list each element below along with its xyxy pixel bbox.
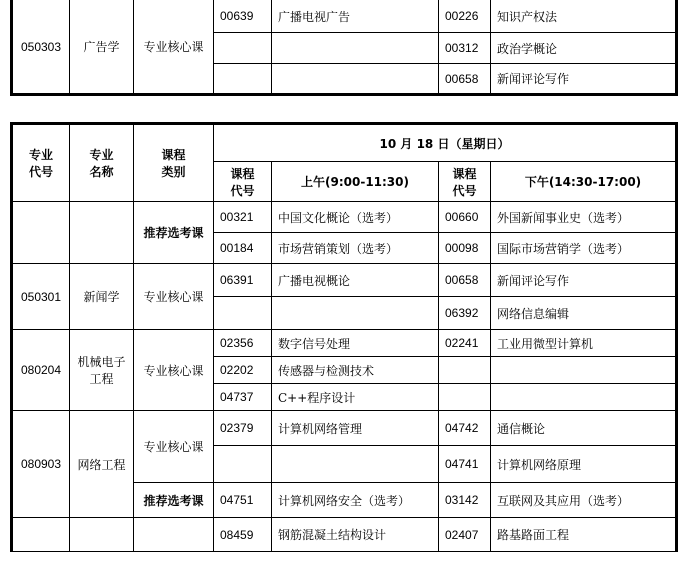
pm-course-name: 计算机网络原理 [491,446,677,483]
course-category: 专业核心课 [134,411,214,483]
pm-course-code: 00098 [439,233,491,264]
am-course-code: 02202 [214,357,272,384]
am-course-code: 00184 [214,233,272,264]
am-course-name: 市场营销策划（选考） [272,233,439,264]
am-course-name: 广播电视概论 [272,264,439,297]
pm-course-code: 02407 [439,518,491,552]
exam-schedule-table [10,122,678,552]
pm-course-name: 新闻评论写作 [491,64,677,95]
major-code [12,202,70,264]
am-course-name [272,33,439,64]
am-course-code [214,33,272,64]
major-name: 机械电子 工程 [70,330,134,411]
header-afternoon-session: 下午(14:30-17:00) [491,162,677,202]
pm-course-code: 00312 [439,33,491,64]
pm-course-name: 网络信息编辑 [491,297,677,330]
major-name [70,518,134,552]
am-course-code [214,297,272,330]
major-code: 050301 [12,264,70,330]
header-pm-course-code: 课程 代号 [439,162,491,202]
am-course-name [272,64,439,95]
exam-schedule-table-top [10,0,678,96]
pm-course-name [491,357,677,384]
am-course-code: 04737 [214,384,272,411]
am-course-name [272,446,439,483]
am-course-name: 数字信号处理 [272,330,439,357]
major-name: 广告学 [70,0,134,95]
course-category: 专业核心课 [134,0,214,95]
am-course-code: 08459 [214,518,272,552]
major-code [12,518,70,552]
am-course-code: 06391 [214,264,272,297]
pm-course-code: 00658 [439,264,491,297]
header-morning-session: 上午(9:00-11:30) [272,162,439,202]
am-course-code: 00639 [214,0,272,33]
pm-course-name: 政治学概论 [491,33,677,64]
pm-course-name: 通信概论 [491,411,677,446]
am-course-code: 00321 [214,202,272,233]
pm-course-name: 新闻评论写作 [491,264,677,297]
course-category: 专业核心课 [134,264,214,330]
pm-course-code [439,357,491,384]
header-major-code: 专业 代号 [12,124,70,202]
header-course-category: 课程 类别 [134,124,214,202]
am-course-code: 02379 [214,411,272,446]
pm-course-name: 互联网及其应用（选考） [491,483,677,518]
pm-course-code: 02241 [439,330,491,357]
am-course-code: 02356 [214,330,272,357]
am-course-name: 钢筋混凝土结构设计 [272,518,439,552]
major-code: 080204 [12,330,70,411]
course-category: 专业核心课 [134,330,214,411]
pm-course-code: 00658 [439,64,491,95]
pm-course-code: 00660 [439,202,491,233]
am-course-code [214,446,272,483]
major-code: 050303 [12,0,70,95]
pm-course-name: 国际市场营销学（选考） [491,233,677,264]
am-course-name: 广播电视广告 [272,0,439,33]
pm-course-name: 路基路面工程 [491,518,677,552]
pm-course-code [439,384,491,411]
header-major-name: 专业 名称 [70,124,134,202]
pm-course-name: 外国新闻事业史（选考） [491,202,677,233]
pm-course-name: 工业用微型计算机 [491,330,677,357]
major-name [70,202,134,264]
am-course-code [214,64,272,95]
pm-course-code: 04741 [439,446,491,483]
am-course-name: C++程序设计 [272,384,439,411]
am-course-name [272,297,439,330]
major-code: 080903 [12,411,70,518]
course-category: 推荐选考课 [134,202,214,264]
header-am-course-code: 课程 代号 [214,162,272,202]
pm-course-code: 04742 [439,411,491,446]
header-exam-date: 10 月 18 日（星期日） [214,124,677,162]
pm-course-code: 06392 [439,297,491,330]
pm-course-name [491,384,677,411]
course-category: 推荐选考课 [134,483,214,518]
pm-course-name: 知识产权法 [491,0,677,33]
am-course-code: 04751 [214,483,272,518]
am-course-name: 传感器与检测技术 [272,357,439,384]
pm-course-code: 00226 [439,0,491,33]
major-name: 网络工程 [70,411,134,518]
am-course-name: 计算机网络安全（选考） [272,483,439,518]
am-course-name: 中国文化概论（选考） [272,202,439,233]
major-name: 新闻学 [70,264,134,330]
pm-course-code: 03142 [439,483,491,518]
course-category [134,518,214,552]
am-course-name: 计算机网络管理 [272,411,439,446]
